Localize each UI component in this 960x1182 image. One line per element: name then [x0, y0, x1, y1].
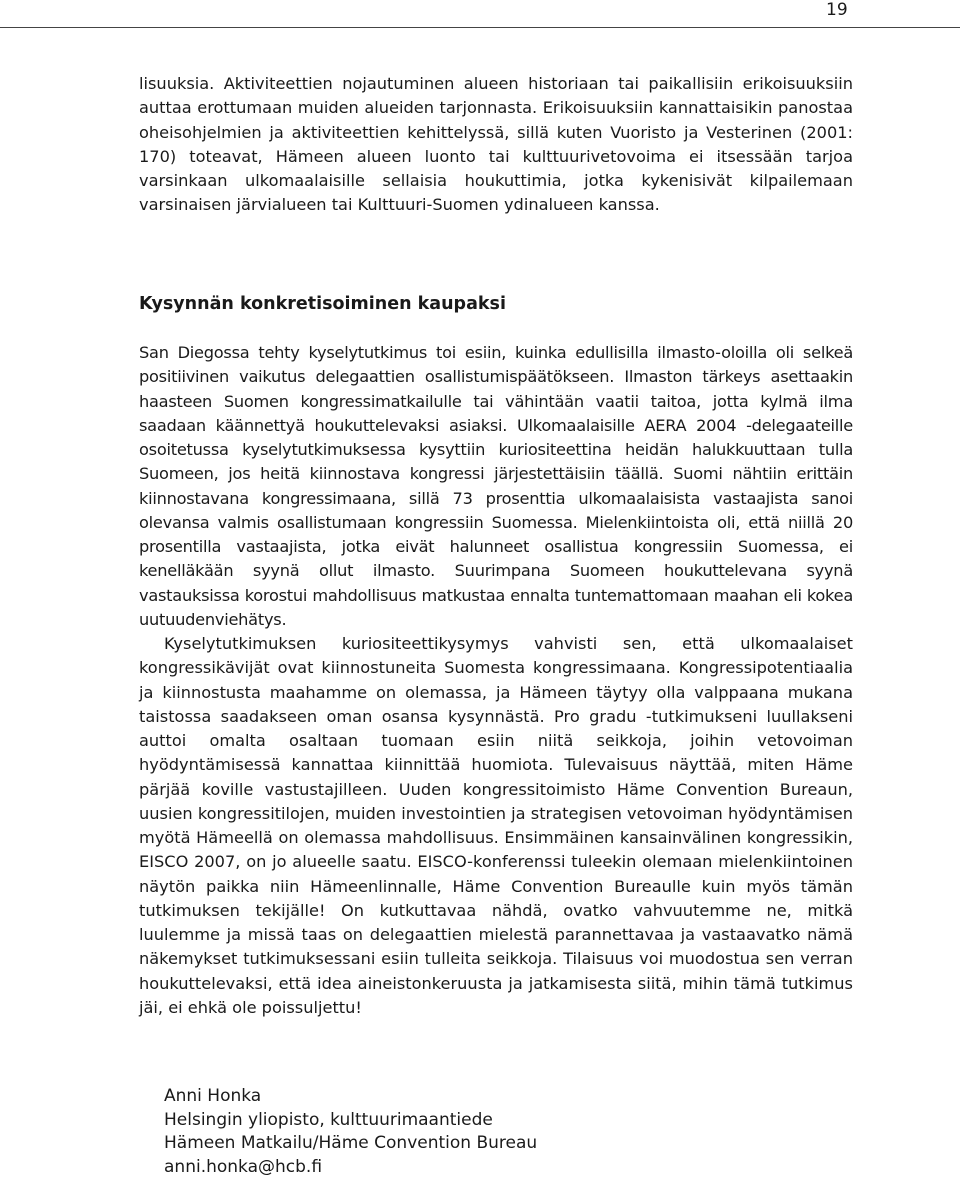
author-email: anni.honka@hcb.fi — [164, 1156, 323, 1177]
section-body — [139, 341, 853, 1020]
author-name: Anni Honka — [164, 1086, 262, 1106]
page-number: 19 — [826, 0, 848, 20]
section-paragraph-2: Kyselytutkimuksen kuriositeettikysymys vahvisti sen, että ulkomaalaiset kongressikävijät ovat kiinnostuneita Suomesta kongressimaana. Kongressipotentiaalia ja kiinnostusta maahamme on olemassa, ja Hämeen täytyy olla valppaana mukana taistossa saadakseen oman osansa kysynnästä. Pro gradu -tutkimukseni luullakseni auttoi omalta osaltaan tuomaan esiin niitä seikkoja, joihin vetovoiman hyödyntämisessä kannattaa kiinnittää huomiota. Tulevaisuus näyttää, miten Häme pärjää koville vastustajilleen. Uuden kongressitoimisto Häme Convention Bureaun, uusien kongressitilojen, muiden investointien ja strategisen vetovoiman hyödyntämisen myötä Hämeellä on olemassa mahdollisuus. Ensimmäinen kansainvälinen kongressikin, EISCO 2007, on jo alueelle saatu. EISCO-konferenssi tuleekin olemaan mielenkiintoinen näytön paikka niin Hämeenlinnalle, Häme Convention Bureaulle kuin myös tämän tutkimuksen tekijälle! On kutkuttavaa nähdä, ovatko vahvuutemme ne, mitkä luulemme ja missä taas on delegaattien mielestä parannettavaa ja vastaavatko nämä näkemykset tutkimuksessani esiin tulleita seikkoja. Tilaisuus voi muodostua sen verran houkuttelevaksi, että idea aineistonkeruusta ja jatkamisesta siitä, mihin tämä tutkimus jäi, ei ehkä ole poissuljettu! — [139, 634, 853, 1017]
section-heading: Kysynnän konkretisoiminen kaupaksi — [139, 294, 506, 314]
header-rule — [0, 27, 960, 28]
section-paragraph-1: San Diegossa tehty kyselytutkimus toi esiin, kuinka edullisilla ilmasto-oloilla oli selkeä positiivinen vaikutus delegaattien osallistumispäätökseen. Ilmaston tärkeys asettaakin haasteen Suomen kongressimatkailulle tai vähintään vaatii taitoa, jotta kylmä ilma saadaan käännettyä houkuttelevaksi asiaksi. Ulkomaalaisille AERA 2004 -delegaateille osoitetussa kyselytutkimuksessa kysyttiin kuriositeettina heidän halukkuuttaan tulla Suomeen, jos heitä kiinnostava kongressi järjestettäisiin täällä. Suomi nähtiin erittäin kiinnostavana kongressimaana, sillä 73 prosenttia ulkomaalaisista vastaajista sanoi olevansa valmis osallistumaan kongressiin Suomessa. Mielenkiintoista oli, että niillä 20 prosentilla vastaajista, jotka eivät halunneet osallistua kongressiin Suomessa, ei kenelläkään syynä ollut ilmasto. Suurimpana Suomeen houkuttelevana syynä vastauksissa korostui mahdollisuus matkustaa ennalta tuntemattomaan maahan eli kokea uutuudenviehätys. — [139, 343, 853, 629]
intro-paragraph: lisuuksia. Aktiviteettien nojautuminen alueen historiaan tai paikallisiin erikoisuuksiin auttaa erottumaan muiden alueiden tarjonnasta. Erikoisuuksiin kannattaisikin panostaa oheisohjelmien ja aktiviteettien kehittelyssä, sillä kuten Vuoristo ja Vesterinen (2001: 170) toteavat, Hämeen alueen luonto tai kulttuurivetovoima ei itsessään tarjoa varsinkaan ulkomaalaisille sellaisia houkuttimia, jotka kykenisivät kilpailemaan varsinaisen järvialueen tai Kulttuuri-Suomen ydinalueen kanssa. — [139, 74, 853, 215]
author-signature — [164, 1085, 537, 1179]
author-organization: Hämeen Matkailu/Häme Convention Bureau — [164, 1133, 538, 1153]
author-affiliation: Helsingin yliopisto, kulttuurimaantiede — [164, 1109, 493, 1130]
intro-section — [139, 72, 853, 218]
